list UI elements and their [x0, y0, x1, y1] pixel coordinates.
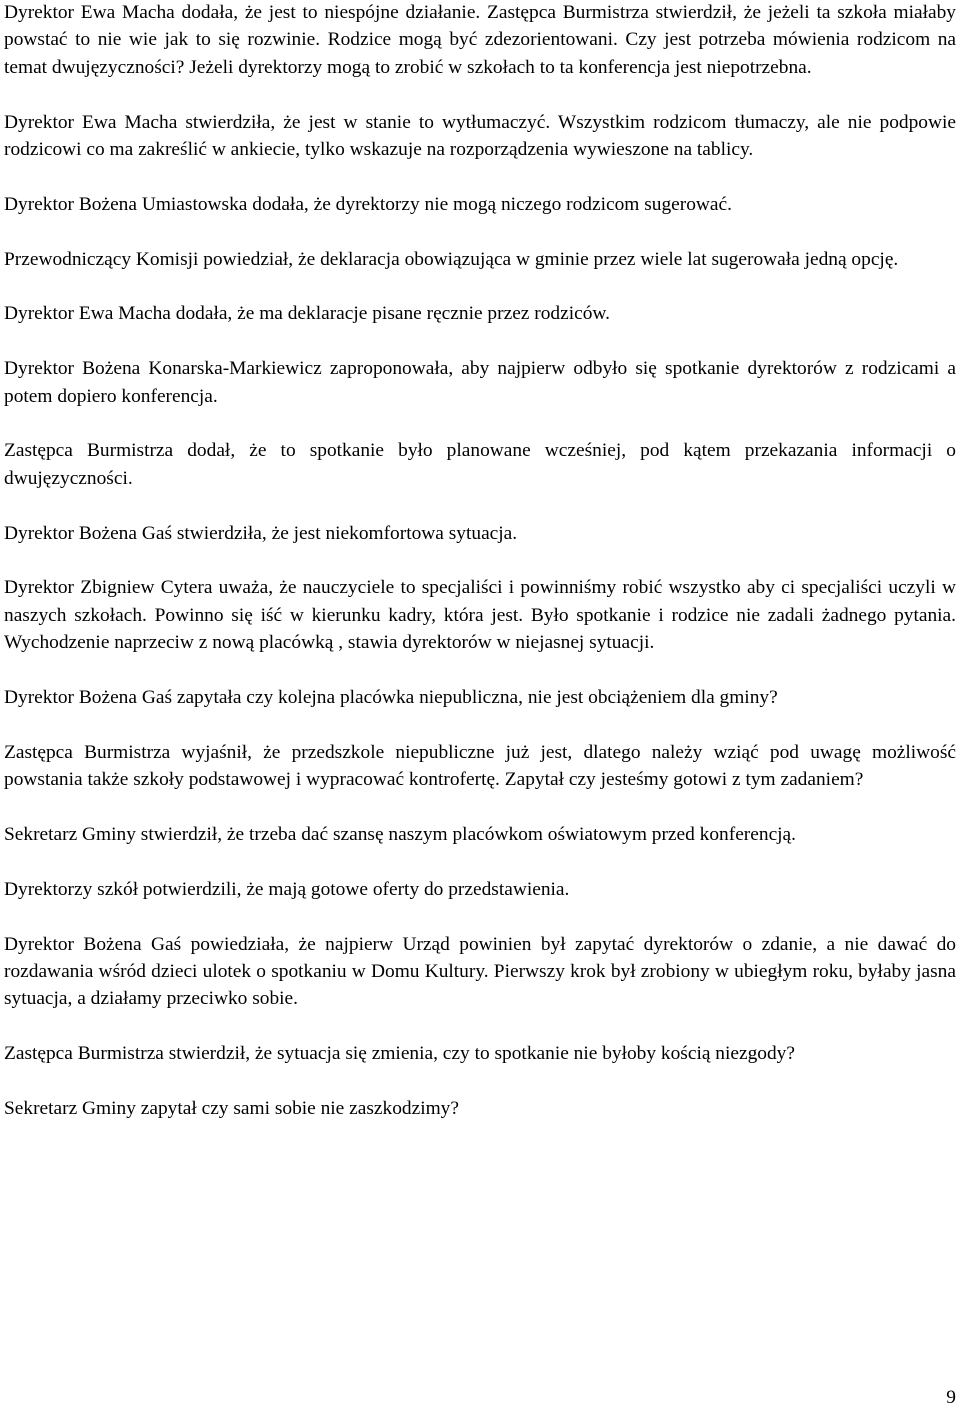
paragraph-5: Dyrektor Ewa Macha dodała, że ma deklaracje pisane ręcznie przez rodziców. — [4, 303, 610, 325]
paragraph-4: Przewodniczący Komisji powiedział, że deklaracja obowiązująca w gminie przez wiele lat sugerowała jedną opcję. — [4, 248, 899, 270]
paragraph-8: Dyrektor Bożena Gaś stwierdziła, że jest niekomfortowa sytuacja. — [4, 522, 518, 544]
paragraph-16: Sekretarz Gminy zapytał czy sami sobie nie zaszkodzimy? — [4, 1098, 459, 1120]
page-number: 9 — [946, 1387, 956, 1408]
document-body — [4, 0, 956, 1150]
paragraph-1: Dyrektor Ewa Macha dodała, że jest to niespójne działanie. Zastępca Burmistrza stwierdził, że jeżeli ta szkoła miałaby powstać to nie wie jak to się rozwinie. Rodzice mogą być zdezorientowani. Czy jest potrzeba mówienia rodzicom na temat dwujęzyczności? Jeżeli dyrektorzy mogą to zrobić w szkołach to ta konferencja jest niepotrzebna. — [4, 2, 956, 78]
paragraph-11: Zastępca Burmistrza wyjaśnił, że przedszkole niepubliczne już jest, dlatego należy wziąć pod uwagę możliwość powstania także szkoły podstawowej i wypracować kontrofertę. Zapytał czy jesteśmy gotowi z tym zadaniem? — [4, 741, 956, 791]
paragraph-12: Sekretarz Gminy stwierdził, że trzeba dać szansę naszym placówkom oświatowym przed konferencją. — [4, 824, 797, 846]
paragraph-10: Dyrektor Bożena Gaś zapytała czy kolejna placówka niepubliczna, nie jest obciążeniem dla gminy? — [4, 687, 778, 709]
paragraph-9: Dyrektor Zbigniew Cytera uważa, że nauczyciele to specjaliści i powinniśmy robić wszystko aby ci specjaliści uczyli w naszych szkołach. Powinno się iść w kierunku kadry, która jest. Było spotkanie i rodzice nie zadali żadnego pytania. Wychodzenie naprzeciw z nową placówką , stawia dyrektorów w niejasnej sytuacji. — [4, 577, 956, 654]
paragraph-15: Zastępca Burmistrza stwierdził, że sytuacja się zmienia, czy to spotkanie nie byłoby kością niezgody? — [4, 1043, 795, 1065]
paragraph-7: Zastępca Burmistrza dodał, że to spotkanie było planowane wcześniej, pod kątem przekazania informacji o dwujęzyczności. — [4, 440, 956, 489]
paragraph-3: Dyrektor Bożena Umiastowska dodała, że dyrektorzy nie mogą niczego rodzicom sugerować. — [4, 193, 732, 215]
paragraph-13: Dyrektorzy szkół potwierdzili, że mają gotowe oferty do przedstawienia. — [4, 878, 570, 900]
paragraph-2: Dyrektor Ewa Macha stwierdziła, że jest w stanie to wytłumaczyć. Wszystkim rodzicom tłumaczy, ale nie podpowie rodzicowi co ma zakreślić w ankiecie, tylko wskazuje na rozporządzenia wywieszone na tablicy. — [4, 111, 956, 161]
paragraph-14: Dyrektor Bożena Gaś powiedziała, że najpierw Urząd powinien był zapytać dyrektorów o zdanie, a nie dawać do rozdawania wśród dzieci ulotek o spotkaniu w Domu Kultury. Pierwszy krok był zrobiony w ubiegłym roku, byłaby jasna sytuacja, a działamy przeciwko sobie. — [4, 933, 956, 1010]
paragraph-6: Dyrektor Bożena Konarska-Markiewicz zaproponowała, aby najpierw odbyło się spotkanie dyrektorów z rodzicami a potem dopiero konferencja. — [4, 358, 956, 407]
